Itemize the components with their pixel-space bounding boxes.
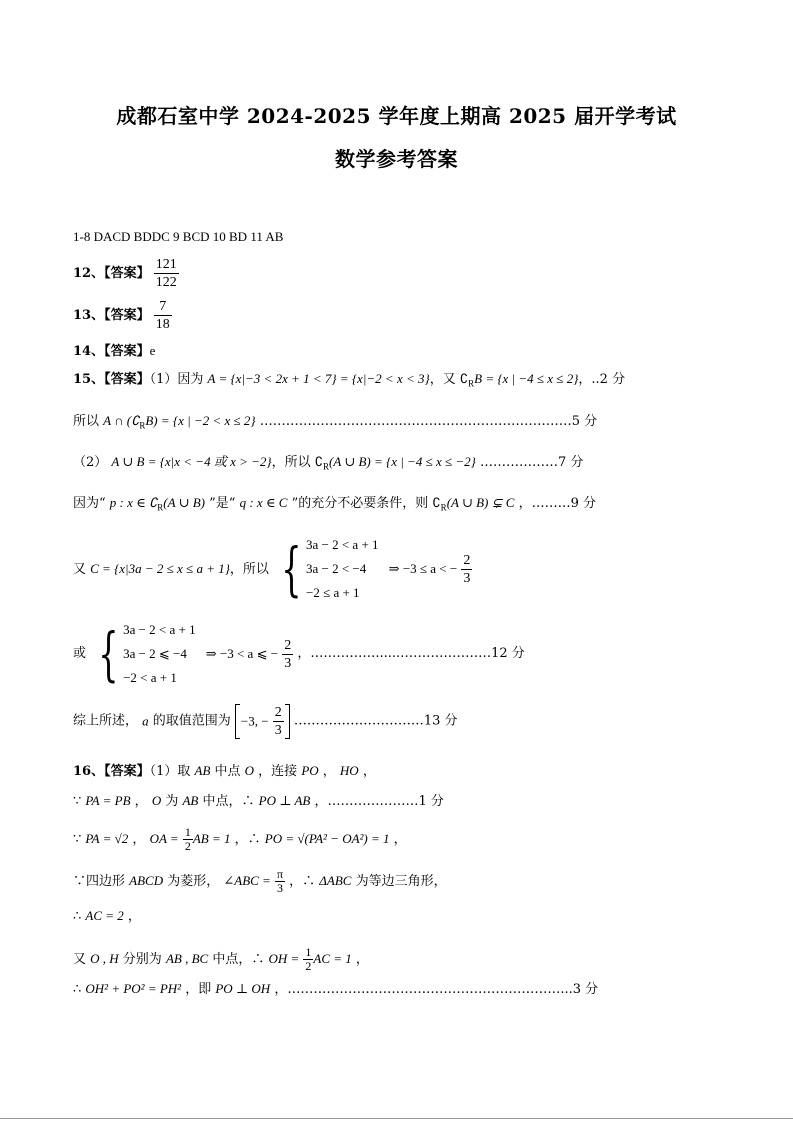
answer-15-line-3 bbox=[73, 453, 583, 476]
text: 为等边三角形， bbox=[351, 874, 447, 889]
answer-16-line-6 bbox=[73, 946, 369, 973]
answer-16-line-1 bbox=[73, 762, 376, 781]
fraction-numerator: π bbox=[276, 867, 284, 881]
text: 中点 bbox=[210, 764, 245, 779]
union-expression: A ∪ B = {x|x < −4 或 x > −2} bbox=[111, 454, 272, 469]
fraction-denominator: 3 bbox=[274, 723, 282, 738]
answer-14 bbox=[73, 342, 155, 361]
text: ∴ bbox=[73, 982, 86, 997]
text: 分别为 bbox=[118, 952, 166, 967]
answer-15-label: 15、【答案】 bbox=[73, 372, 150, 387]
fraction-numerator: 2 bbox=[274, 705, 282, 720]
math: OH² + PO² = PH² bbox=[85, 981, 182, 996]
answer-12-fraction bbox=[154, 256, 179, 291]
math: PA = PB bbox=[85, 793, 131, 808]
fraction-denominator: 3 bbox=[277, 881, 283, 895]
text: 中点，∴ bbox=[198, 794, 259, 809]
math: AB , BC bbox=[165, 951, 209, 966]
math: ∠ABC = bbox=[223, 873, 271, 888]
text: 为菱形， bbox=[163, 874, 224, 889]
math: AC = 1 bbox=[313, 951, 352, 966]
choice-answers: 1-8 DACD BDDC 9 BCD 10 BD 11 AB bbox=[73, 229, 284, 244]
text: 所以 bbox=[73, 414, 104, 429]
answer-13 bbox=[73, 298, 172, 333]
score-note: ………………………………………………………………5 分 bbox=[255, 414, 598, 429]
math: AB bbox=[182, 793, 199, 808]
text: ， bbox=[123, 909, 141, 924]
text: ，所以 bbox=[271, 455, 315, 470]
text: ，又 bbox=[429, 372, 460, 387]
system-2-row-1: 3a − 2 < a + 1 bbox=[123, 622, 196, 637]
answer-16-line-2 bbox=[73, 792, 444, 811]
fraction-denominator: 3 bbox=[463, 570, 471, 586]
text: ， bbox=[128, 832, 150, 847]
score-note: ，……………......…………………12 分 bbox=[297, 646, 525, 661]
complement-symbol: ∁ bbox=[432, 495, 441, 510]
fraction-denominator: 2 bbox=[305, 959, 312, 973]
complement-symbol: ∁ bbox=[459, 371, 469, 386]
answer-15-line-6 bbox=[73, 618, 525, 690]
document-subtitle: 数学参考答案 bbox=[335, 147, 458, 171]
intersection-expression: A ∩ (∁ bbox=[103, 413, 140, 428]
brace-icon: { bbox=[281, 535, 302, 603]
fraction-half bbox=[183, 826, 193, 853]
text: 因为“ bbox=[73, 496, 110, 511]
fraction-half bbox=[303, 946, 313, 973]
answer-15-line-5 bbox=[73, 533, 472, 605]
page-bottom-divider bbox=[0, 1118, 793, 1119]
condition-q: q : x ∈ C bbox=[239, 495, 288, 510]
range-lower: −3, − bbox=[240, 713, 269, 729]
text: ，∴ bbox=[285, 874, 320, 889]
fraction-numerator: 2 bbox=[284, 637, 292, 653]
text: 又 bbox=[73, 952, 91, 967]
text: 的取值范围为 bbox=[148, 713, 231, 729]
subscript-r: R bbox=[157, 502, 164, 513]
brace-icon: { bbox=[98, 620, 119, 688]
system-1-fraction bbox=[461, 552, 472, 587]
text: ”是“ bbox=[205, 496, 240, 511]
math: O bbox=[244, 763, 255, 778]
answer-12-denominator: 122 bbox=[155, 275, 177, 290]
text: ，即 bbox=[181, 982, 216, 997]
answer-14-value: e bbox=[149, 343, 156, 358]
system-1-result: ⇒ −3 ≤ a < − bbox=[388, 561, 458, 576]
answer-15-line-7 bbox=[73, 704, 458, 739]
score-note: …………………………13 分 bbox=[293, 713, 458, 729]
system-1-row-3: −2 ≤ a + 1 bbox=[305, 585, 360, 600]
answer-15-line-1 bbox=[73, 370, 625, 393]
text: ∵ bbox=[73, 832, 86, 847]
text: ， bbox=[358, 764, 376, 779]
text: 中点，∴ bbox=[208, 952, 269, 967]
math: PA = √2 bbox=[85, 831, 129, 846]
inequality-system-2 bbox=[90, 618, 195, 690]
fraction-denominator: 2 bbox=[184, 839, 191, 853]
text: ， bbox=[389, 832, 407, 847]
answer-13-fraction bbox=[154, 298, 172, 333]
text: ，连接 bbox=[254, 764, 302, 779]
math: O , H bbox=[90, 951, 119, 966]
complement-symbol: ∁ bbox=[314, 454, 324, 469]
answer-16-label: 16、【答案】 bbox=[73, 764, 150, 779]
math: ΔABC bbox=[319, 873, 352, 888]
system-1-row-1: 3a − 2 < a + 1 bbox=[305, 537, 379, 552]
text: ∵ bbox=[73, 794, 86, 809]
subscript-r: R bbox=[323, 461, 330, 472]
text: ， bbox=[130, 794, 152, 809]
math: AB bbox=[194, 763, 211, 778]
answer-16-line-5 bbox=[73, 907, 141, 926]
answer-13-numerator: 7 bbox=[154, 298, 172, 316]
answer-16-line-7 bbox=[73, 980, 598, 999]
answer-15-line-4 bbox=[73, 494, 596, 517]
text: （2） bbox=[73, 455, 112, 470]
complement-union-expression: (A ∪ B) = {x | −4 ≤ x ≤ −2} bbox=[329, 454, 476, 469]
text: ，∴ bbox=[230, 832, 265, 847]
math: PO ⊥ AB bbox=[258, 793, 311, 808]
math: AC = 2 bbox=[85, 908, 124, 923]
math: OH = bbox=[268, 951, 300, 966]
text: ， bbox=[351, 952, 369, 967]
subset-expression: (A ∪ B) ⊊ C bbox=[446, 495, 515, 510]
math: PO ⊥ OH bbox=[215, 981, 271, 996]
system-2-result: ⇒ −3 < a ⩽ − bbox=[205, 646, 279, 661]
math: HO bbox=[339, 763, 359, 778]
text: ∴ bbox=[73, 909, 86, 924]
subscript-r: R bbox=[440, 502, 447, 513]
text: 综上所述， bbox=[73, 713, 143, 729]
math: PO = √(PA² − OA²) = 1 bbox=[264, 831, 390, 846]
text: ”的充分不必要条件，则 bbox=[287, 496, 433, 511]
fraction-denominator: 3 bbox=[284, 655, 292, 671]
subscript-r: R bbox=[468, 378, 475, 389]
set-c-expression: C = {x|3a − 2 ≤ x ≤ a + 1} bbox=[90, 560, 230, 576]
answer-12-label: 12、【答案】 bbox=[73, 266, 150, 281]
condition-p: p : x ∈ ∁ bbox=[109, 495, 158, 510]
variable-a: a bbox=[142, 713, 149, 729]
score-note: ，..2 分 bbox=[578, 372, 626, 387]
text: （1）取 bbox=[149, 764, 195, 779]
text: ， bbox=[318, 764, 340, 779]
score-note: ，…………………1 分 bbox=[310, 794, 444, 809]
math: ABCD bbox=[129, 873, 164, 888]
answer-12-numerator: 121 bbox=[155, 257, 177, 272]
fraction-pi-third bbox=[275, 868, 285, 895]
fraction-numerator: 1 bbox=[184, 825, 191, 839]
fraction-numerator: 1 bbox=[305, 945, 312, 959]
score-note: ，………………………………………………………...3 分 bbox=[270, 982, 599, 997]
math: OA = bbox=[149, 831, 179, 846]
text: （1）因为 bbox=[149, 372, 208, 387]
answer-16-line-4 bbox=[73, 868, 447, 895]
math: PO bbox=[301, 763, 319, 778]
subscript-r: R bbox=[139, 420, 146, 431]
answer-13-denominator: 18 bbox=[155, 317, 170, 332]
set-a-expression: A = {x|−3 < 2x + 1 < 7} = {x|−2 < x < 3} bbox=[207, 371, 430, 386]
text: 或 bbox=[73, 646, 87, 661]
answer-14-label: 14、【答案】 bbox=[73, 344, 150, 359]
system-2-row-2: 3a − 2 ⩽ −4 bbox=[123, 646, 187, 661]
text: 为 bbox=[161, 794, 183, 809]
range-interval bbox=[235, 704, 290, 739]
math: O bbox=[151, 793, 162, 808]
text: 又 bbox=[73, 561, 91, 577]
complement-b-expression: B = {x | −4 ≤ x ≤ 2} bbox=[474, 371, 579, 386]
system-2-fraction bbox=[282, 637, 293, 672]
math: AB = 1 bbox=[192, 831, 231, 846]
system-2-row-3: −2 < a + 1 bbox=[123, 670, 177, 685]
answer-15-line-2 bbox=[73, 412, 597, 435]
answer-12 bbox=[73, 256, 179, 291]
condition-p-set: (A ∪ B) bbox=[163, 495, 205, 510]
answer-13-label: 13、【答案】 bbox=[73, 308, 150, 323]
score-note: ………………7 分 bbox=[475, 455, 584, 470]
range-fraction bbox=[273, 704, 284, 739]
text: ，所以 bbox=[229, 561, 269, 577]
fraction-numerator: 2 bbox=[463, 552, 471, 568]
score-note: ，………9 分 bbox=[514, 496, 596, 511]
inequality-system-1 bbox=[273, 533, 378, 605]
document-title: 成都石室中学 2024-2025 学年度上期高 2025 届开学考试 bbox=[116, 104, 677, 128]
system-1-row-2: 3a − 2 < −4 bbox=[305, 561, 367, 576]
text: ∵四边形 bbox=[73, 874, 130, 889]
intersection-result: B) = {x | −2 < x ≤ 2} bbox=[145, 413, 256, 428]
answer-16-line-3 bbox=[73, 826, 407, 853]
